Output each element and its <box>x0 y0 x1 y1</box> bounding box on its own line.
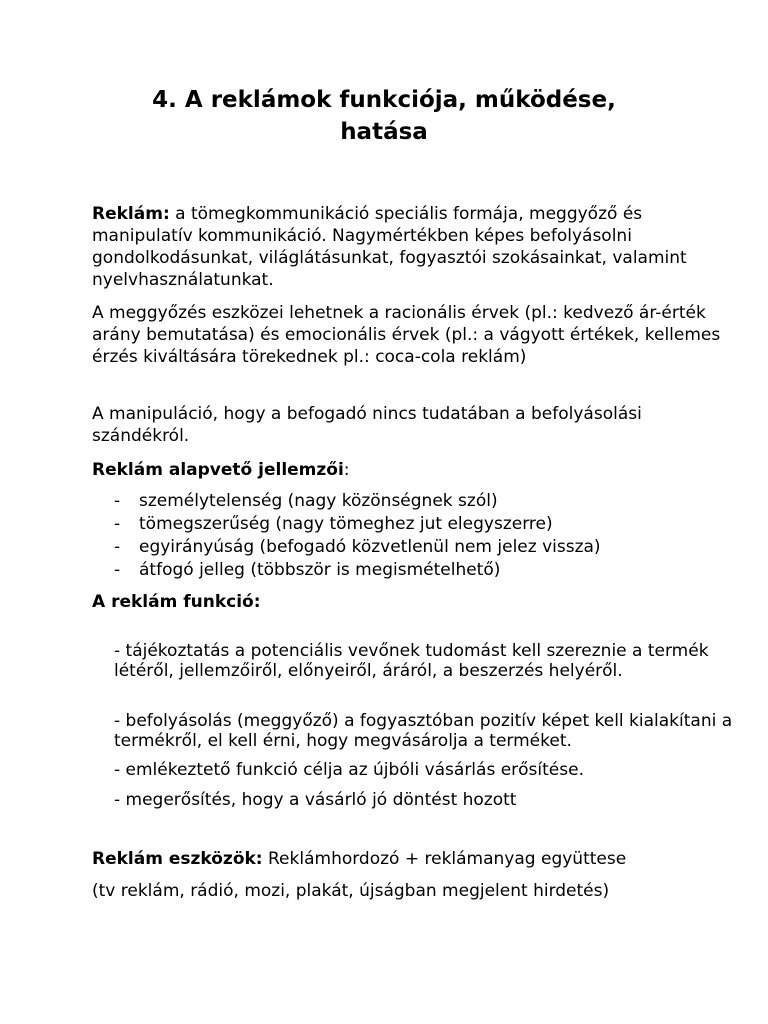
function-item-reminding: - emlékeztető funkció célja az újbóli vásárlás erősítése. <box>114 760 584 780</box>
features-heading-colon: : <box>343 460 350 480</box>
feature-text: személytelenség (nagy közönségnek szól) <box>139 491 498 511</box>
function-item-informing: - tájékoztatás a potenciális vevőnek tudomást kell szereznie a termék létéről, jellemzőiről, előnyeiről, áráról, a beszerzés helyéről. <box>114 641 709 681</box>
features-heading: Reklám alapvető jellemzői <box>92 460 344 480</box>
definition-paragraph <box>92 203 732 291</box>
list-dash: - <box>114 491 121 511</box>
list-dash: - <box>114 560 121 580</box>
list-item <box>114 536 734 559</box>
feature-text: egyirányúság (befogadó közvetlenül nem jelez vissza) <box>139 537 601 557</box>
definition-text: a tömegkommunikáció speciális formája, meggyőző és manipulatív kommunikáció. Nagymértékben képes befolyásolni gondolkodásunkat, világlátásunkat, fogyasztói szokásainkat, valamint nyelvhasználatunkat. <box>92 204 687 290</box>
tools-paragraph <box>92 848 732 870</box>
tools-examples: (tv reklám, rádió, mozi, plakát, újságban megjelent hirdetés) <box>92 881 610 901</box>
page-title <box>0 84 768 148</box>
function-item-reinforcing: - megerősítés, hogy a vásárló jó döntést hozott <box>114 790 517 810</box>
manipulation-paragraph: A manipuláció, hogy a befogadó nincs tudatában a befolyásolási szándékról. <box>92 404 642 446</box>
features-list <box>114 490 734 582</box>
feature-text: tömegszerűség (nagy tömeghez jut elegyszerre) <box>139 514 553 534</box>
list-dash: - <box>114 537 121 557</box>
definition-term: Reklám: <box>92 204 170 224</box>
tools-term: Reklám eszközök: <box>92 849 263 869</box>
persuasion-paragraph: A meggyőzés eszközei lehetnek a racionális érvek (pl.: kedvező ár-érték arány bemutatása) és emocionális érvek (pl.: a vágyott értékek, kellemes érzés kiváltására törekednek pl.: coca-cola reklám) <box>92 303 721 367</box>
tools-text: Reklámhordozó + reklámanyag együttese <box>262 849 627 869</box>
functions-heading: A reklám funkció: <box>92 592 261 612</box>
feature-text: átfogó jelleg (többször is megismételhető) <box>139 560 501 580</box>
function-item-persuading: - befolyásolás (meggyőző) a fogyasztóban pozitív képet kell kialakítani a termékről, el kell érni, hogy megvásárolja a terméket. <box>114 711 733 751</box>
title-line-1: 4. A reklámok funkciója, működése, <box>152 87 616 113</box>
features-heading-line <box>92 459 732 481</box>
title-line-2: hatása <box>340 119 428 145</box>
list-item <box>114 513 734 536</box>
list-item <box>114 490 734 513</box>
list-item <box>114 559 734 582</box>
list-dash: - <box>114 514 121 534</box>
